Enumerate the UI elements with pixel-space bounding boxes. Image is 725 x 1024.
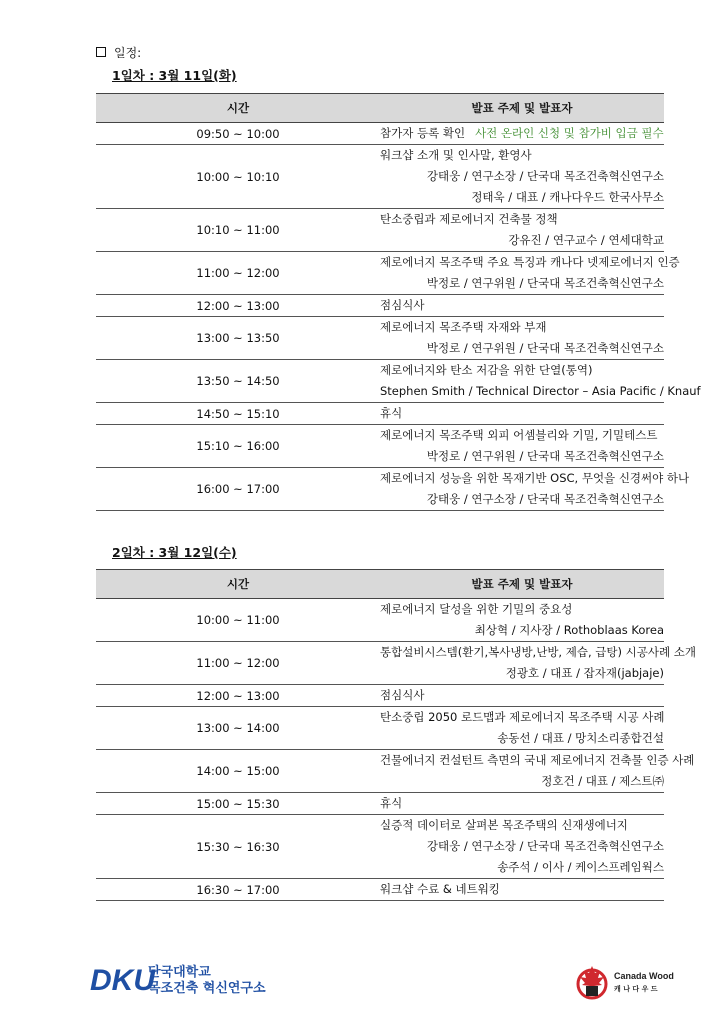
session-title: 건물에너지 컨설턴트 측면의 국내 제로에너지 건축물 인증 사례: [380, 753, 695, 767]
session-title-line: [380, 209, 664, 230]
session-time: 15:30 ~ 16:30: [96, 815, 380, 879]
session-title: 제로에너지 목조주택 자재와 부재: [380, 320, 547, 334]
session-content: [380, 295, 664, 317]
session-title-line: [380, 360, 664, 381]
session-title: 점심식사: [380, 298, 425, 312]
session-content: [380, 599, 664, 642]
session-title-line: [380, 123, 664, 144]
session-title-line: [380, 468, 690, 489]
session-time: 13:00 ~ 13:50: [96, 317, 380, 360]
session-time: 15:10 ~ 16:00: [96, 425, 380, 468]
house-icon: [586, 986, 598, 996]
session-speaker: 박정로 / 연구위원 / 단국대 목조건축혁신연구소: [426, 449, 664, 463]
session-title-line: [380, 403, 664, 424]
day2-title: 2일차 : 3월 12일(수): [112, 545, 237, 560]
canada-wood-ko: 캐 나 다 우 드: [614, 985, 658, 993]
session-content: [380, 123, 664, 145]
session-content: [380, 815, 664, 879]
table-row: [96, 317, 664, 360]
session-speaker: 박정로 / 연구위원 / 단국대 목조건축혁신연구소: [426, 341, 664, 355]
col-topic-header: 발표 주제 및 발표자: [380, 94, 664, 123]
session-title-line: [380, 685, 664, 706]
session-title-line: [380, 815, 664, 836]
session-title-line: [380, 425, 664, 446]
col-time-header: 시간: [96, 94, 380, 123]
session-content: [380, 793, 664, 815]
day2-schedule-table: [96, 569, 696, 901]
session-content: [380, 750, 695, 793]
table-row: [96, 707, 664, 750]
session-speaker: 송동선 / 대표 / 망치소리종합건설: [497, 731, 664, 745]
session-content: [380, 425, 664, 468]
session-time: 15:00 ~ 15:30: [96, 793, 380, 815]
session-title: 제로에너지 목조주택 외피 어셈블리와 기밀, 기밀테스트: [380, 428, 658, 442]
session-title: 탄소중립 2050 로드맵과 제로에너지 목조주택 시공 사례: [380, 710, 665, 724]
session-time: 09:50 ~ 10:00: [96, 123, 380, 145]
schedule-header-label: 일정:: [114, 46, 142, 60]
session-content: [380, 360, 701, 403]
col-time-header: 시간: [96, 570, 380, 599]
session-note: 사전 온라인 신청 및 참가비 입금 필수: [475, 126, 664, 140]
session-speaker: 송주석 / 이사 / 케이스프레임웍스: [497, 860, 664, 874]
canada-wood-en: Canada Wood: [614, 971, 674, 981]
table-row: [96, 599, 664, 642]
session-title: 휴식: [380, 796, 403, 810]
table-row: [96, 879, 664, 901]
session-title: 제로에너지 달성을 위한 기밀의 중요성: [380, 602, 573, 616]
table-row: [96, 123, 664, 145]
session-title: 점심식사: [380, 688, 425, 702]
table-row: [96, 295, 664, 317]
session-content: [380, 468, 690, 511]
session-title-line: [380, 252, 680, 273]
session-speaker: 강태웅 / 연구소장 / 단국대 목조건축혁신연구소: [426, 839, 664, 853]
session-time: 16:00 ~ 17:00: [96, 468, 380, 511]
session-content: [380, 642, 696, 685]
session-speaker: 강유진 / 연구교수 / 연세대학교: [508, 233, 664, 247]
session-title: 탄소중립과 제로에너지 건축물 정책: [380, 212, 558, 226]
dku-logo-mark: DKU: [90, 964, 155, 996]
session-title: 워크샵 수료 & 네트워킹: [380, 882, 500, 896]
schedule-header: [96, 44, 141, 61]
session-time: 14:50 ~ 15:10: [96, 403, 380, 425]
table-row: [96, 252, 664, 295]
day1-schedule-table: [96, 93, 701, 511]
session-content: [380, 317, 664, 360]
session-title-line: [380, 707, 664, 728]
session-content: [380, 209, 664, 252]
table-row: [96, 468, 664, 511]
session-speaker: 정태욱 / 대표 / 캐나다우드 한국사무소: [471, 190, 664, 204]
session-time: 10:10 ~ 11:00: [96, 209, 380, 252]
checkbox-bullet-icon: [96, 47, 106, 57]
table-row: [96, 145, 664, 209]
session-content: [380, 707, 664, 750]
session-speaker: 정광호 / 대표 / 잡자재(jabjaje): [505, 666, 664, 680]
session-time: 11:00 ~ 12:00: [96, 252, 380, 295]
session-time: 13:50 ~ 14:50: [96, 360, 380, 403]
session-title-line: [380, 793, 664, 814]
session-content: [380, 685, 664, 707]
session-title-line: [380, 295, 664, 316]
table-row: [96, 685, 664, 707]
session-content: [380, 879, 664, 901]
table-row: [96, 793, 664, 815]
session-time: 13:00 ~ 14:00: [96, 707, 380, 750]
session-time: 12:00 ~ 13:00: [96, 295, 380, 317]
col-topic-header: 발표 주제 및 발표자: [380, 570, 664, 599]
session-content: [380, 252, 680, 295]
session-title: 제로에너지 성능을 위한 목재기반 OSC, 무엇을 신경써야 하나: [380, 471, 690, 485]
session-speaker: 정호건 / 대표 / 제스트㈜: [541, 774, 664, 788]
session-title-line: [380, 642, 696, 663]
session-title: 제로에너지와 탄소 저감을 위한 단열(통역): [380, 363, 593, 377]
session-speaker: 최상혁 / 지사장 / Rothoblaas Korea: [474, 623, 664, 637]
table-row: [96, 815, 664, 879]
session-title-line: [380, 145, 664, 166]
table-row: [96, 642, 664, 685]
day1-title: 1일차 : 3월 11일(화): [112, 68, 237, 83]
session-title: 제로에너지 목조주택 주요 특징과 캐나다 넷제로에너지 인증: [380, 255, 680, 269]
session-content: [380, 145, 664, 209]
table-row: [96, 209, 664, 252]
session-title: 실증적 데이터로 살펴본 목조주택의 신재생에너지: [380, 818, 628, 832]
canada-wood-logo: [574, 962, 684, 1005]
session-title-line: [380, 317, 664, 338]
session-title-line: [380, 879, 664, 900]
table-row: [96, 750, 664, 793]
session-title: 통합설비시스템(환기,복사냉방,난방, 제습, 급탕) 시공사례 소개: [380, 645, 696, 659]
table-row: [96, 403, 664, 425]
table-row: [96, 425, 664, 468]
session-speaker: 강태웅 / 연구소장 / 단국대 목조건축혁신연구소: [426, 492, 664, 506]
session-title: 휴식: [380, 406, 403, 420]
session-time: 14:00 ~ 15:00: [96, 750, 380, 793]
session-time: 10:00 ~ 11:00: [96, 599, 380, 642]
dku-logo-line2: 목조건축 혁신연구소: [148, 981, 266, 996]
session-title: 워크샵 소개 및 인사말, 환영사: [380, 148, 532, 162]
table-row: [96, 360, 664, 403]
dku-logo: [90, 962, 280, 999]
session-time: 16:30 ~ 17:00: [96, 879, 380, 901]
session-title-line: [380, 599, 664, 620]
dku-logo-line1: 단국대학교: [148, 965, 211, 980]
session-time: 12:00 ~ 13:00: [96, 685, 380, 707]
session-title: 참가자 등록 확인: [380, 126, 466, 140]
session-content: [380, 403, 664, 425]
session-title-line: [380, 750, 695, 771]
session-speaker: 강태웅 / 연구소장 / 단국대 목조건축혁신연구소: [426, 169, 664, 183]
session-time: 10:00 ~ 10:10: [96, 145, 380, 209]
session-speaker: Stephen Smith / Technical Director – Asia Pacific / Knauf: [380, 384, 701, 398]
session-time: 11:00 ~ 12:00: [96, 642, 380, 685]
session-speaker: 박정로 / 연구위원 / 단국대 목조건축혁신연구소: [426, 276, 664, 290]
